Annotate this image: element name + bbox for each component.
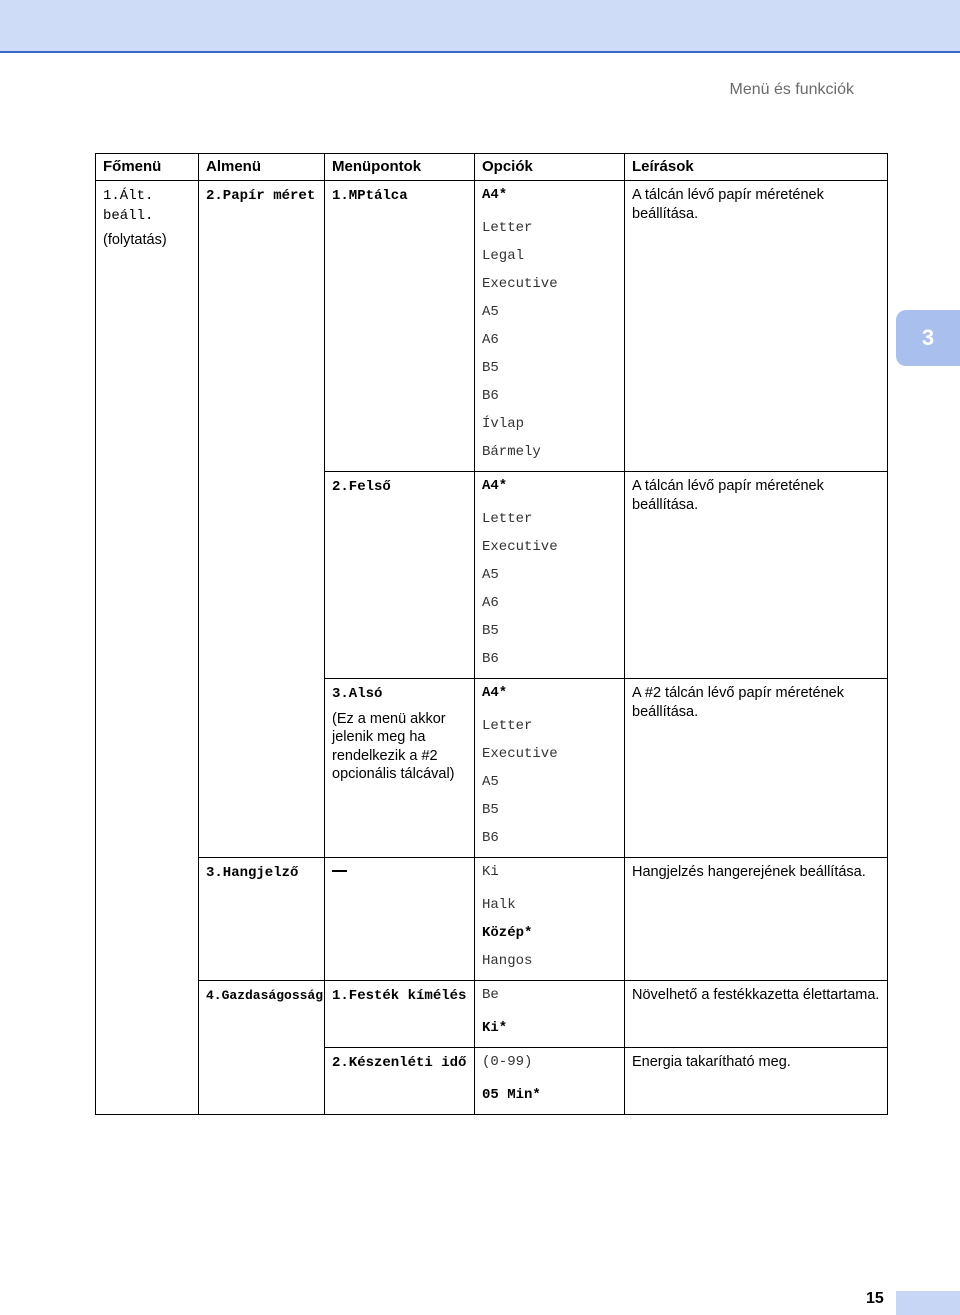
col-header-menu-items: Menüpontok [325, 154, 475, 181]
menu-item-toner-save: 1.Festék kímélés [332, 988, 467, 1004]
menu-item-cell [325, 1048, 475, 1115]
options-cell [475, 679, 625, 858]
option-value: Executive [482, 539, 558, 555]
option-value: (0-99) [482, 1054, 533, 1070]
dash-icon [332, 870, 347, 872]
options-cell [475, 981, 625, 1048]
option-value: Hangos [482, 953, 533, 969]
description-cell: A #2 tálcán lévő papír méretének beállítása. [625, 679, 888, 858]
menu-item-upper: 2.Felső [332, 479, 391, 495]
chapter-tab: 3 [896, 310, 960, 366]
option-value: Ki [482, 864, 499, 880]
main-menu-code: 1.Ált. beáll. [103, 188, 154, 224]
option-value: Letter [482, 511, 533, 527]
options-cell [475, 181, 625, 472]
description-cell: Hangjelzés hangerejének beállítása. [625, 858, 888, 981]
option-value: A5 [482, 304, 499, 320]
option-value: A6 [482, 595, 499, 611]
option-value: B5 [482, 360, 499, 376]
submenu-label: 2.Papír méret [206, 188, 316, 204]
table-row [96, 981, 888, 1048]
option-value: Executive [482, 276, 558, 292]
option-value: B5 [482, 802, 499, 818]
main-menu-note: (folytatás) [103, 232, 167, 248]
description-cell: Energia takarítható meg. [625, 1048, 888, 1115]
submenu-beeper [199, 858, 325, 981]
option-value: A4* [482, 478, 508, 494]
menu-item-cell [325, 679, 475, 858]
options-cell [475, 858, 625, 981]
option-value: Ki* [482, 1020, 508, 1036]
menu-item-cell [325, 472, 475, 679]
options-cell [475, 472, 625, 679]
submenu-label: 4.Gazdaságosság [206, 988, 324, 1003]
submenu-label: 3.Hangjelző [206, 865, 299, 881]
main-menu-cell [96, 181, 199, 1115]
option-value: Ívlap [482, 416, 525, 432]
menu-item-cell [325, 981, 475, 1048]
top-header-band [0, 0, 960, 53]
option-value: A4* [482, 187, 508, 203]
menu-item-cell [325, 181, 475, 472]
header-row [96, 154, 888, 181]
option-value: A5 [482, 567, 499, 583]
option-value: B6 [482, 388, 499, 404]
option-value: B6 [482, 651, 499, 667]
option-value: A6 [482, 332, 499, 348]
menu-item-lower: 3.Alsó [332, 686, 383, 702]
col-header-submenu: Almenü [199, 154, 325, 181]
option-value: B6 [482, 830, 499, 846]
option-value: Halk [482, 897, 516, 913]
submenu-ecology [199, 981, 325, 1115]
menu-item-sleep-time: 2.Készenléti idő [332, 1055, 467, 1071]
option-value: Letter [482, 220, 533, 236]
submenu-paper-size [199, 181, 325, 858]
option-value: Letter [482, 718, 533, 734]
description-cell: A tálcán lévő papír méretének beállítása. [625, 472, 888, 679]
table-row [96, 181, 888, 472]
option-value: Legal [482, 248, 525, 264]
col-header-main-menu: Főmenü [96, 154, 199, 181]
option-value: B5 [482, 623, 499, 639]
option-value: Bármely [482, 444, 541, 460]
col-header-options: Opciók [475, 154, 625, 181]
menu-table [95, 153, 888, 1115]
col-header-descriptions: Leírások [625, 154, 888, 181]
page-number-band [896, 1291, 960, 1315]
option-value: Executive [482, 746, 558, 762]
option-value: Közép* [482, 925, 533, 941]
options-cell [475, 1048, 625, 1115]
option-value: A5 [482, 774, 499, 790]
menu-item-cell [325, 858, 475, 981]
page-number: 15 [866, 1290, 884, 1307]
description-cell: A tálcán lévő papír méretének beállítása. [625, 181, 888, 472]
option-value: A4* [482, 685, 508, 701]
option-value: Be [482, 987, 499, 1003]
menu-item-mp-tray: 1.MPtálca [332, 188, 408, 204]
running-header: Menü és funkciók [729, 81, 854, 98]
option-value: 05 Min* [482, 1087, 541, 1103]
description-cell: Növelhető a festékkazetta élettartama. [625, 981, 888, 1048]
menu-item-lower-note: (Ez a menü akkor jelenik meg ha rendelkezik a #2 opcionális tálcával) [332, 710, 455, 782]
table-row [96, 858, 888, 981]
